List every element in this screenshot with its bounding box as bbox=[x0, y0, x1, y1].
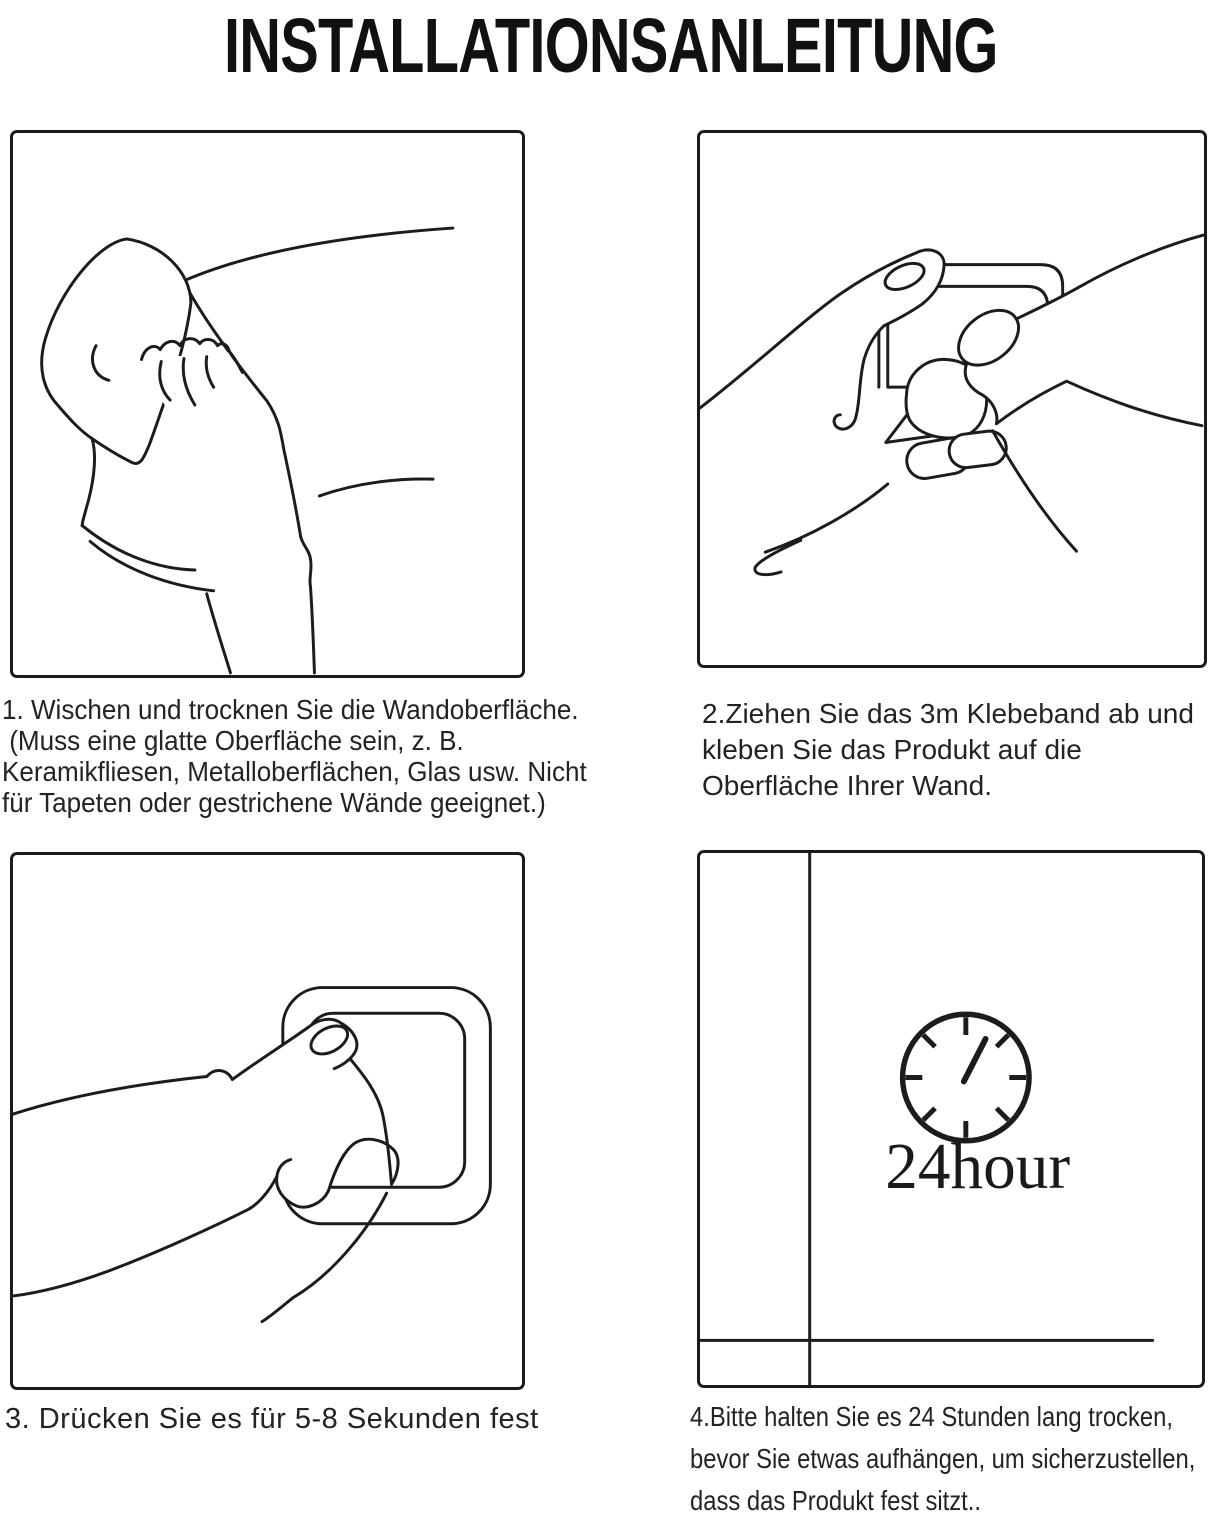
hand-wiping-wall-with-cloth-icon bbox=[13, 133, 522, 675]
caption-line: 3. Drücken Sie es für 5-8 Sekunden fest bbox=[5, 1403, 539, 1435]
step2-illustration-panel bbox=[697, 130, 1207, 668]
step3-caption bbox=[5, 1404, 539, 1435]
caption-line: 4.Bitte halten Sie es 24 Stunden lang trocken, bbox=[690, 1401, 1173, 1432]
finger-pressing-square-hook-icon bbox=[13, 855, 522, 1387]
step4-caption bbox=[690, 1396, 1195, 1522]
step3-illustration-panel bbox=[10, 852, 525, 1390]
caption-line: bevor Sie etwas aufhängen, um sicherzustellen, bbox=[690, 1443, 1196, 1474]
step1-caption bbox=[2, 694, 587, 818]
caption-line: kleben Sie das Produkt auf die bbox=[702, 734, 1082, 765]
clock-hand bbox=[964, 1039, 986, 1081]
24hour-label: 24hour bbox=[885, 1131, 1071, 1204]
caption-line: dass das Produkt fest sitzt.. bbox=[690, 1485, 982, 1516]
clock-24-hours-icon bbox=[700, 853, 1202, 1385]
step2-caption bbox=[702, 696, 1194, 804]
page-title: INSTALLATIONSANLEITUNG bbox=[223, 3, 998, 89]
caption-line: Keramikfliesen, Metalloberflächen, Glas usw. Nicht bbox=[2, 756, 587, 787]
step1-illustration-panel bbox=[10, 130, 525, 678]
caption-line: (Muss eine glatte Oberfläche sein, z. B. bbox=[2, 725, 464, 756]
caption-line: 1. Wischen und trocknen Sie die Wandoberfläche. bbox=[2, 694, 579, 725]
caption-line: 2.Ziehen Sie das 3m Klebeband ab und bbox=[702, 698, 1194, 729]
caption-line: Oberfläche Ihrer Wand. bbox=[702, 770, 992, 801]
caption-line: für Tapeten oder gestrichene Wände geeignet.) bbox=[2, 787, 546, 818]
hands-peeling-adhesive-backing-icon bbox=[700, 133, 1204, 665]
step4-illustration-panel bbox=[697, 850, 1205, 1388]
